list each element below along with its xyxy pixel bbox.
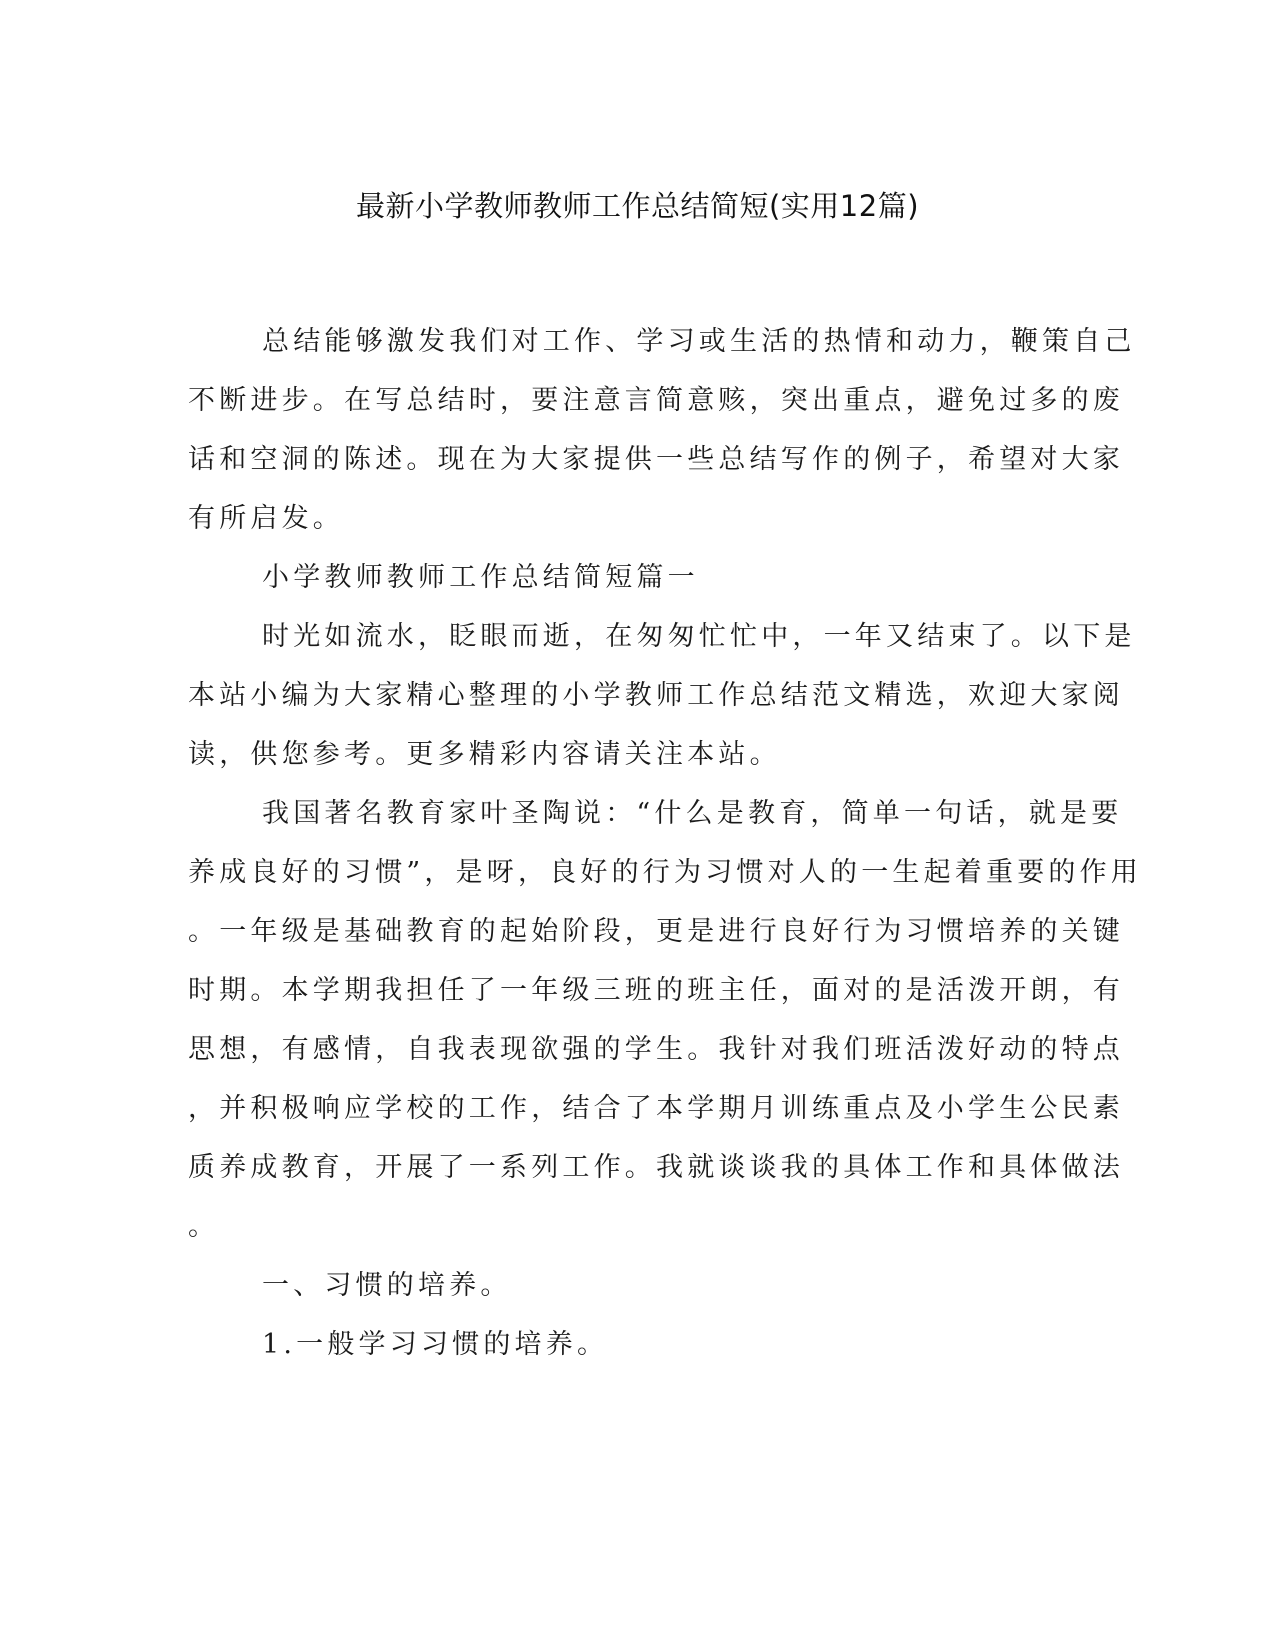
paragraph-line: 时光如流水，眨眼而逝，在匆匆忙忙中，一年又结束了。以下是 xyxy=(262,621,1136,652)
paragraph-line: 。一年级是基础教育的起始阶段，更是进行良好行为习惯培养的关键 xyxy=(188,916,1124,947)
paragraph-line: 时期。本学期我担任了一年级三班的班主任，面对的是活泼开朗，有 xyxy=(188,975,1124,1006)
paragraph-line: 读，供您参考。更多精彩内容请关注本站。 xyxy=(188,739,781,770)
paragraph-line: 我国著名教育家叶圣陶说：“什么是教育，简单一句话，就是要 xyxy=(262,798,1123,829)
paragraph-line: 话和空洞的陈述。现在为大家提供一些总结写作的例子，希望对大家 xyxy=(188,444,1124,475)
document-title: 最新小学教师教师工作总结简短(实用12篇) xyxy=(355,189,920,223)
paragraph-line: 。 xyxy=(188,1211,220,1242)
paragraph-line: 质养成教育，开展了一系列工作。我就谈谈我的具体工作和具体做法 xyxy=(188,1152,1124,1183)
paragraph-line: 有所启发。 xyxy=(188,503,344,534)
paragraph-line: 养成良好的习惯”，是呀，良好的行为习惯对人的一生起着重要的作用 xyxy=(188,857,1143,888)
paragraph-line: 不断进步。在写总结时，要注意言简意赅，突出重点，避免过多的废 xyxy=(188,385,1124,416)
paragraph-line: 总结能够激发我们对工作、学习或生活的热情和动力，鞭策自己 xyxy=(262,326,1136,357)
paragraph-line: ，并积极响应学校的工作，结合了本学期月训练重点及小学生公民素 xyxy=(188,1093,1124,1124)
subheading: 1.一般学习习惯的培养。 xyxy=(262,1329,609,1360)
subheading: 一、习惯的培养。 xyxy=(262,1270,512,1301)
paragraph-line: 本站小编为大家精心整理的小学教师工作总结范文精选，欢迎大家阅 xyxy=(188,680,1124,711)
paragraph-line: 思想，有感情，自我表现欲强的学生。我针对我们班活泼好动的特点 xyxy=(188,1034,1124,1065)
section-heading: 小学教师教师工作总结简短篇一 xyxy=(262,562,699,593)
